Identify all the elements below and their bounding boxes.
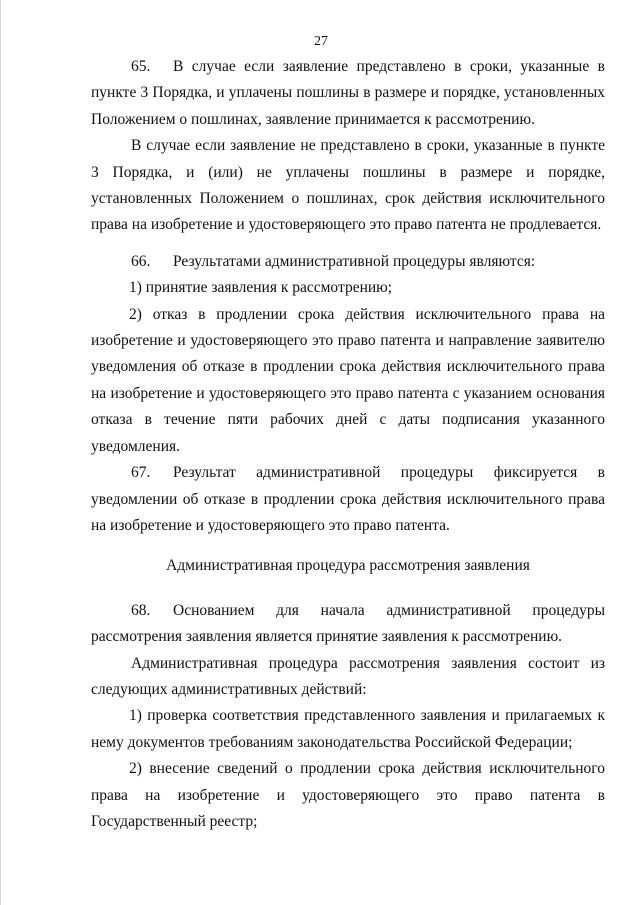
paragraph-65-continued: В случае если заявление не представлено в сроки, указанные в пункте 3 Порядка, и (или) не уплачены пошлины в размере и порядке, установленных Положением о пошлинах, срок действия исключительного права на изобретение и удостоверяющего это право патента не продлевается. bbox=[91, 137, 605, 234]
list-item-2: 2) внесение сведений о продлении срока действия исключительного права на изобретение и удостоверяющего это право патента в Государственный реестр; bbox=[91, 760, 605, 830]
paragraph-text: В случае если заявление представлено в сроки, указанные в пункте 3 Порядка, и уплачены пошлины в размере и порядке, установленных Положением о пошлинах, заявление принимается к рассмотрению. bbox=[91, 58, 605, 128]
section-heading: Административная процедура рассмотрения заявления bbox=[166, 557, 530, 575]
paragraph-67 bbox=[91, 460, 605, 539]
paragraph-text: Результатами административной процедуры являются: bbox=[173, 252, 536, 270]
paragraph-text: Результат административной процедуры фиксируется в уведомлении об отказе в продлении срока действия исключительного права на изобретение и удостоверяющего это право патента. bbox=[91, 464, 605, 534]
paragraph-number: 67. bbox=[131, 464, 151, 482]
page-number: 27 bbox=[314, 34, 328, 49]
paragraph-68-continued: Административная процедура рассмотрения заявления состоит из следующих административных действий: bbox=[91, 654, 605, 698]
paragraph-number: 68. bbox=[131, 601, 151, 619]
document-body bbox=[91, 54, 605, 835]
paragraph-65 bbox=[91, 54, 605, 133]
paragraph-68 bbox=[91, 598, 605, 651]
paragraph-number: 66. bbox=[131, 252, 151, 270]
paragraph-number: 65. bbox=[131, 58, 151, 75]
list-item-2: 2) отказ в продлении срока действия исключительного права на изобретение и удостоверяющего это право патента и направление заявителю уведомления об отказе в продлении срока действия исключительного права на изобретение и удостоверяющего это право патента с указанием основания отказа в течение пяти рабочих дней с даты подписания указанного уведомления. bbox=[91, 305, 605, 455]
paragraph-text: Основанием для начала административной процедуры рассмотрения заявления является принятие заявления к рассмотрению. bbox=[91, 601, 605, 646]
paragraph-66 bbox=[91, 249, 605, 275]
list-item-1: 1) проверка соответствия представленного заявления и прилагаемых к нему документов требованиям законодательства Российской Федерации; bbox=[91, 707, 605, 751]
list-item-1: 1) принятие заявления к рассмотрению; bbox=[129, 279, 393, 297]
